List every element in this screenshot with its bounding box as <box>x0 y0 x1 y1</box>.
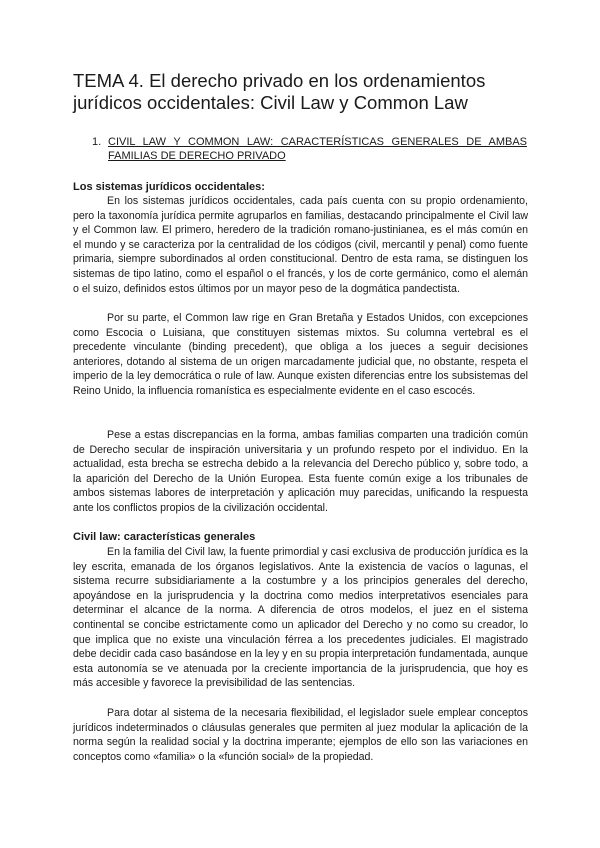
document-title: TEMA 4. El derecho privado en los ordenamientos jurídicos occidentales: Civil Law y Common Law <box>73 70 486 113</box>
paragraph: Para dotar al sistema de la necesaria flexibilidad, el legislador suele emplear conceptos jurídicos indeterminados o cláusulas generales que permiten al juez modular la aplicación de la norma según la realidad social y la doctrina imperante; ejemplos de ello son las variaciones en conceptos como «familia» o la «función social» de la propiedad. <box>73 707 528 763</box>
paragraph: Por su parte, el Common law rige en Gran Bretaña y Estados Unidos, con excepciones como Escocia o Luisiana, que constituyen sistemas mixtos. Su columna vertebral es el precedente vinculante (binding precedent), que obliga a los jueces a seguir decisiones anteriores, dotando al sistema de un origen marcadamente judicial que, no obstante, respeta el imperio de la ley democrática o rule of law. Aunque existen diferencias entre los subsistemas del Reino Unido, la influencia romanística es especialmente evidente en el caso escocés. <box>73 312 528 397</box>
section-number: 1. <box>92 136 102 148</box>
section-heading <box>92 135 527 163</box>
paragraph: En la familia del Civil law, la fuente primordial y casi exclusiva de producción jurídica es la ley escrita, emanada de los órganos legislativos. Ante la existencia de vacíos o lagunas, el sistema recurre subsidiariamente a la costumbre y a los principios generales del derecho, apoyándose en la jurisprudencia y la doctrina como medios interpretativos esenciales para determinar el alcance de la norma. A diferencia de otros modelos, el juez en el sistema continental se concibe estrictamente como un aplicador del Derecho y no como su creador, lo que implica que no existe una vinculación férrea a los precedentes judiciales. El magistrado debe decidir cada caso basándose en la ley y en su propia interpretación fundamentada, aunque esta autonomía se ve atenuada por la creciente importancia de la jurisprudencia, que hoy es más accesible y favorece la previsibilidad de las sentencias. <box>73 546 528 690</box>
section-title: CIVIL LAW Y COMMON LAW: CARACTERÍSTICAS GENERALES DE AMBAS FAMILIAS DE DERECHO PRIVADO <box>108 136 527 162</box>
paragraph: Pese a estas discrepancias en la forma, ambas familias comparten una tradición común de Derecho secular de inspiración universitaria y un profundo respeto por el individuo. En la actualidad, esta brecha se estrecha debido a la relevancia del Derecho público y, sobre todo, a la aparición del Derecho de la Unión Europea. Esta fuente común exige a los tribunales de ambos sistemas labores de interpretación y aplicación muy parecidas, unificando la respuesta ante los conflictos propios de la civilización occidental. <box>73 429 528 514</box>
subsection-heading: Los sistemas jurídicos occidentales: <box>73 181 265 193</box>
subsection-heading: Civil law: características generales <box>73 531 256 543</box>
paragraph: En los sistemas jurídicos occidentales, cada país cuenta con su propio ordenamiento, pero la taxonomía jurídica permite agruparlos en familias, destacando principalmente el Civil law y el Common law. El primero, heredero de la tradición romano-justinianea, es el más común en el mundo y se caracteriza por la centralidad de los códigos (civil, mercantil y penal) como fuente primaria, siempre subordinados al orden constitucional. Dentro de esta rama, se distinguen los sistemas de tipo latino, como el español o el francés, y los de corte germánico, como el alemán o el suizo, definidos estos últimos por un mayor peso de la dogmática pandectista. <box>73 195 528 295</box>
